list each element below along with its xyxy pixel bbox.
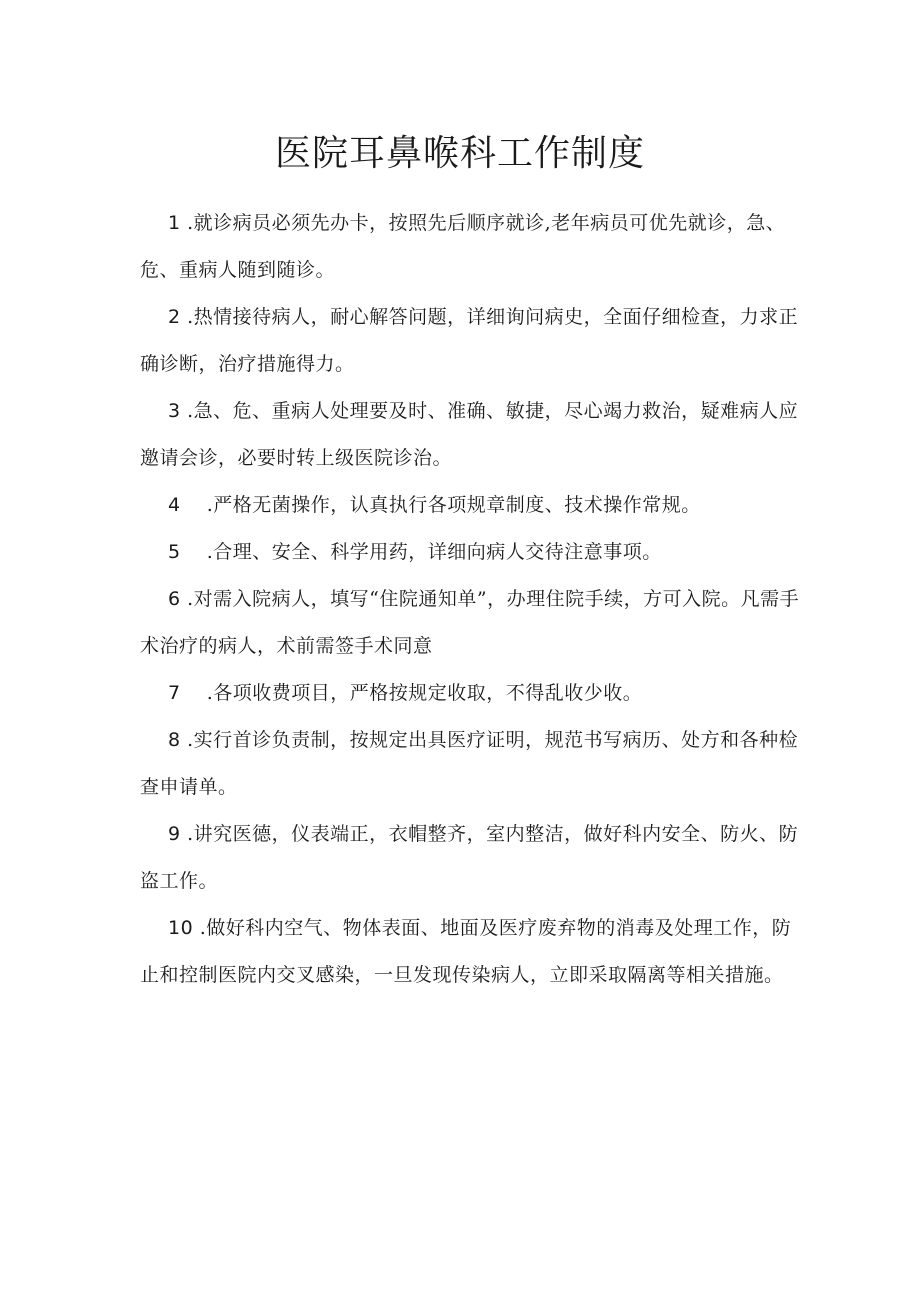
rule-number: 4 xyxy=(168,494,181,516)
rule-number: 5 xyxy=(168,541,181,563)
rule-number: 1 xyxy=(168,212,181,234)
rule-text: .严格无菌操作，认真执行各项规章制度、技术操作常规。 xyxy=(180,494,701,516)
rule-number: 8 xyxy=(168,729,181,751)
rule-text: .做好科内空气、物体表面、地面及医疗废弃物的消毒及处理工作，防止和控制医院内交叉感染，一旦发现传染病人，立即采取隔离等相关措施。 xyxy=(140,917,792,986)
rule-item xyxy=(140,529,800,576)
rule-text: .实行首诊负责制，按规定出具医疗证明，规范书写病历、处方和各种检查申请单。 xyxy=(140,729,799,798)
rules-list xyxy=(140,200,800,999)
rule-text: .对需入院病人，填写“住院通知单”，办理住院手续，方可入院。凡需手术治疗的病人，术前需签手术同意 xyxy=(140,588,800,657)
rule-text: .就诊病员必须先办卡，按照先后顺序就诊,老年病员可优先就诊，急、危、重病人随到随诊。 xyxy=(140,212,786,281)
rule-item xyxy=(140,576,800,670)
rule-text: .合理、安全、科学用药，详细向病人交待注意事项。 xyxy=(180,541,662,563)
rule-item xyxy=(140,388,800,482)
rule-item xyxy=(140,482,800,529)
rule-number: 6 xyxy=(168,588,181,610)
rule-item xyxy=(140,294,800,388)
rule-number: 7 xyxy=(168,682,181,704)
rule-number: 3 xyxy=(168,400,181,422)
rule-text: .热情接待病人，耐心解答问题，详细询问病史，全面仔细检查，力求正确诊断，治疗措施得力。 xyxy=(140,306,799,375)
rule-item xyxy=(140,717,800,811)
rule-number: 9 xyxy=(168,823,181,845)
rule-number: 2 xyxy=(168,306,181,328)
rule-item xyxy=(140,811,800,905)
rule-text: .急、危、重病人处理要及时、准确、敏捷，尽心竭力救治，疑难病人应邀请会诊，必要时转上级医院诊治。 xyxy=(140,400,799,469)
rule-text: .各项收费项目，严格按规定收取，不得乱收少收。 xyxy=(180,682,643,704)
page-title: 医院耳鼻喉科工作制度 xyxy=(274,133,645,174)
rule-item xyxy=(140,200,800,294)
rule-number: 10 xyxy=(168,917,194,939)
rule-item xyxy=(140,670,800,717)
rule-text: .讲究医德，仪表端正，衣帽整齐，室内整洁，做好科内安全、防火、防盗工作。 xyxy=(140,823,799,892)
rule-item xyxy=(140,905,800,999)
